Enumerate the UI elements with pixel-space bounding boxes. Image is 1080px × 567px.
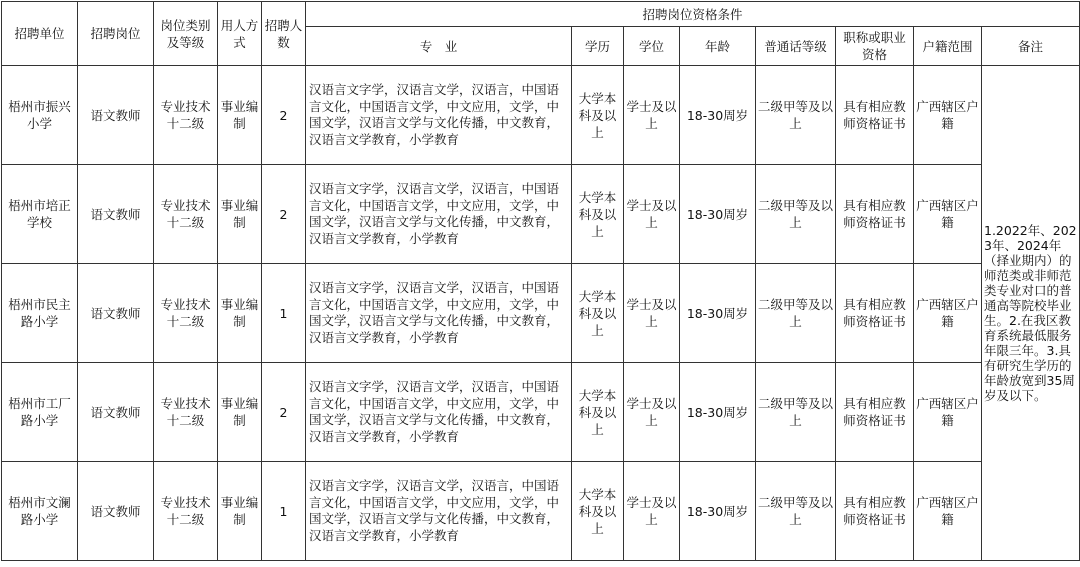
- header-qualification: 职称或职业资格: [836, 27, 914, 66]
- cell-age: 18-30周岁: [680, 165, 756, 264]
- cell-major: 汉语言文字学，汉语言文学，汉语言，中国语言文化，中国语言文学，中文应用，文学，中国文学，汉语言文学与文化传播，中文教育，汉语言文学教育，小学教育: [306, 264, 572, 363]
- header-count: 招聘人数: [262, 2, 306, 66]
- header-education: 学历: [572, 27, 624, 66]
- table-row: [2, 462, 1080, 561]
- cell-age: 18-30周岁: [680, 462, 756, 561]
- table-row: [2, 363, 1080, 462]
- cell-degree: 学士及以上: [624, 66, 680, 165]
- cell-employment: 事业编制: [218, 66, 262, 165]
- cell-major: 汉语言文字学，汉语言文学，汉语言，中国语言文化，中国语言文学，中文应用，文学，中国文学，汉语言文学与文化传播，中文教育，汉语言文学教育，小学教育: [306, 462, 572, 561]
- cell-qualification: 具有相应教师资格证书: [836, 264, 914, 363]
- cell-count: 2: [262, 66, 306, 165]
- cell-employment: 事业编制: [218, 264, 262, 363]
- table-row: [2, 264, 1080, 363]
- cell-employment: 事业编制: [218, 462, 262, 561]
- cell-mandarin: 二级甲等及以上: [756, 264, 836, 363]
- cell-count: 2: [262, 165, 306, 264]
- header-major: 专 业: [306, 27, 572, 66]
- cell-category: 专业技术十二级: [154, 165, 218, 264]
- cell-category: 专业技术十二级: [154, 264, 218, 363]
- cell-position: 语文教师: [78, 66, 154, 165]
- cell-education: 大学本科及以上: [572, 66, 624, 165]
- cell-age: 18-30周岁: [680, 363, 756, 462]
- header-category: 岗位类别及等级: [154, 2, 218, 66]
- cell-degree: 学士及以上: [624, 264, 680, 363]
- table-row: [2, 66, 1080, 165]
- cell-major: 汉语言文字学，汉语言文学，汉语言，中国语言文化，中国语言文学，中文应用，文学，中国文学，汉语言文学与文化传播，中文教育，汉语言文学教育，小学教育: [306, 66, 572, 165]
- header-degree: 学位: [624, 27, 680, 66]
- cell-employment: 事业编制: [218, 363, 262, 462]
- header-remark: 备注: [982, 27, 1080, 66]
- cell-category: 专业技术十二级: [154, 363, 218, 462]
- cell-count: 1: [262, 462, 306, 561]
- header-mandarin: 普通话等级: [756, 27, 836, 66]
- cell-category: 专业技术十二级: [154, 66, 218, 165]
- cell-education: 大学本科及以上: [572, 363, 624, 462]
- header-conditions: 招聘岗位资格条件: [306, 2, 1080, 27]
- cell-position: 语文教师: [78, 462, 154, 561]
- cell-mandarin: 二级甲等及以上: [756, 462, 836, 561]
- cell-position: 语文教师: [78, 363, 154, 462]
- cell-education: 大学本科及以上: [572, 462, 624, 561]
- header-age: 年龄: [680, 27, 756, 66]
- cell-household: 广西辖区户籍: [914, 66, 982, 165]
- cell-education: 大学本科及以上: [572, 264, 624, 363]
- cell-major: 汉语言文字学，汉语言文学，汉语言，中国语言文化，中国语言文学，中文应用，文学，中国文学，汉语言文学与文化传播，中文教育，汉语言文学教育，小学教育: [306, 363, 572, 462]
- cell-unit: 梧州市文澜路小学: [2, 462, 78, 561]
- cell-unit: 梧州市工厂路小学: [2, 363, 78, 462]
- cell-qualification: 具有相应教师资格证书: [836, 363, 914, 462]
- cell-category: 专业技术十二级: [154, 462, 218, 561]
- cell-position: 语文教师: [78, 264, 154, 363]
- cell-mandarin: 二级甲等及以上: [756, 363, 836, 462]
- cell-remark: 1.2022年、2023年、2024年（择业期内）的师范类或非师范类专业对口的普通高等院校毕业生。2.在我区教育系统最低服务年限三年。3.具有研究生学历的年龄放宽到35周岁及以下。: [982, 66, 1080, 561]
- cell-unit: 梧州市培正学校: [2, 165, 78, 264]
- cell-household: 广西辖区户籍: [914, 165, 982, 264]
- header-household: 户籍范围: [914, 27, 982, 66]
- cell-qualification: 具有相应教师资格证书: [836, 165, 914, 264]
- cell-household: 广西辖区户籍: [914, 363, 982, 462]
- header-position: 招聘岗位: [78, 2, 154, 66]
- recruitment-table: [1, 1, 1080, 561]
- cell-household: 广西辖区户籍: [914, 264, 982, 363]
- cell-count: 2: [262, 363, 306, 462]
- cell-degree: 学士及以上: [624, 462, 680, 561]
- cell-count: 1: [262, 264, 306, 363]
- cell-age: 18-30周岁: [680, 264, 756, 363]
- cell-qualification: 具有相应教师资格证书: [836, 462, 914, 561]
- cell-unit: 梧州市民主路小学: [2, 264, 78, 363]
- cell-age: 18-30周岁: [680, 66, 756, 165]
- cell-qualification: 具有相应教师资格证书: [836, 66, 914, 165]
- cell-unit: 梧州市振兴小学: [2, 66, 78, 165]
- cell-education: 大学本科及以上: [572, 165, 624, 264]
- cell-degree: 学士及以上: [624, 363, 680, 462]
- table-row: [2, 165, 1080, 264]
- cell-employment: 事业编制: [218, 165, 262, 264]
- cell-mandarin: 二级甲等及以上: [756, 165, 836, 264]
- cell-degree: 学士及以上: [624, 165, 680, 264]
- cell-household: 广西辖区户籍: [914, 462, 982, 561]
- cell-major: 汉语言文字学，汉语言文学，汉语言，中国语言文化，中国语言文学，中文应用，文学，中国文学，汉语言文学与文化传播，中文教育，汉语言文学教育，小学教育: [306, 165, 572, 264]
- header-row-top: [2, 2, 1080, 27]
- header-employment: 用人方式: [218, 2, 262, 66]
- header-unit: 招聘单位: [2, 2, 78, 66]
- cell-position: 语文教师: [78, 165, 154, 264]
- cell-mandarin: 二级甲等及以上: [756, 66, 836, 165]
